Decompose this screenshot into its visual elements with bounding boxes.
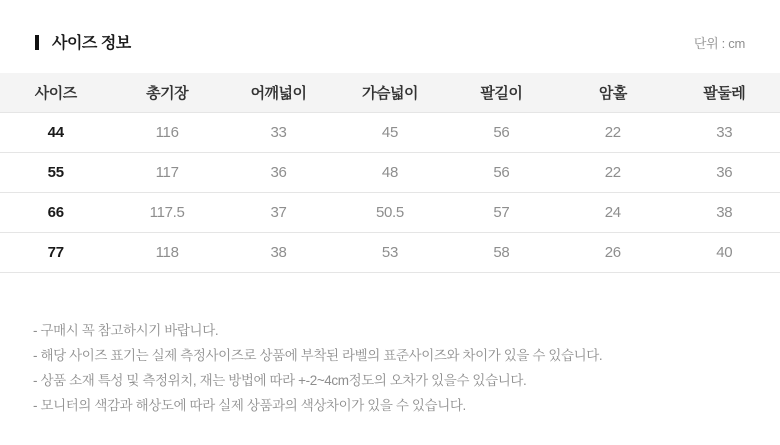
measurement-cell: 24 xyxy=(557,192,668,232)
title-accent-bar-icon xyxy=(35,35,39,50)
table-row xyxy=(0,192,780,232)
note-line: - 상품 소재 특성 및 측정위치, 재는 방법에 따라 +-2~4cm정도의 오차가 있을수 있습니다. xyxy=(33,373,527,388)
measurement-cell: 56 xyxy=(446,112,557,152)
note-line: - 해당 사이즈 표기는 실제 측정사이즈로 상품에 부착된 라벨의 표준사이즈와 차이가 있을 수 있습니다. xyxy=(33,348,603,363)
size-table-header-row xyxy=(0,73,780,112)
table-row xyxy=(0,112,780,152)
column-header: 사이즈 xyxy=(0,73,111,112)
measurement-cell: 53 xyxy=(334,232,445,272)
size-cell: 77 xyxy=(0,232,111,272)
measurement-cell: 22 xyxy=(557,112,668,152)
measurement-cell: 118 xyxy=(111,232,222,272)
measurement-cell: 36 xyxy=(669,152,780,192)
note-line: - 모니터의 색감과 해상도에 따라 실제 상품과의 색상차이가 있을 수 있습니다. xyxy=(33,398,466,413)
measurement-cell: 33 xyxy=(669,112,780,152)
unit-label: 단위 : cm xyxy=(693,36,745,51)
measurement-cell: 56 xyxy=(446,152,557,192)
size-cell: 55 xyxy=(0,152,111,192)
measurement-cell: 57 xyxy=(446,192,557,232)
page-title: 사이즈 정보 xyxy=(52,35,131,52)
measurement-cell: 58 xyxy=(446,232,557,272)
measurement-cell: 45 xyxy=(334,112,445,152)
notes-list xyxy=(33,318,750,418)
measurement-cell: 116 xyxy=(111,112,222,152)
measurement-cell: 38 xyxy=(669,192,780,232)
section-header xyxy=(35,30,745,52)
measurement-cell: 117.5 xyxy=(111,192,222,232)
column-header: 암홀 xyxy=(557,73,668,112)
column-header: 총기장 xyxy=(111,73,222,112)
measurement-cell: 37 xyxy=(223,192,334,232)
measurement-cell: 40 xyxy=(669,232,780,272)
size-table xyxy=(0,73,780,273)
size-table-body xyxy=(0,112,780,272)
measurement-cell: 117 xyxy=(111,152,222,192)
measurement-cell: 48 xyxy=(334,152,445,192)
size-table-head xyxy=(0,73,780,112)
size-cell: 44 xyxy=(0,112,111,152)
column-header: 팔둘레 xyxy=(669,73,780,112)
measurement-cell: 38 xyxy=(223,232,334,272)
table-row xyxy=(0,232,780,272)
measurement-cell: 36 xyxy=(223,152,334,192)
column-header: 가슴넓이 xyxy=(334,73,445,112)
measurement-cell: 26 xyxy=(557,232,668,272)
column-header: 팔길이 xyxy=(446,73,557,112)
table-row xyxy=(0,152,780,192)
column-header: 어깨넓이 xyxy=(223,73,334,112)
measurement-cell: 50.5 xyxy=(334,192,445,232)
measurement-cell: 33 xyxy=(223,112,334,152)
note-line: - 구매시 꼭 참고하시기 바랍니다. xyxy=(33,323,219,338)
measurement-cell: 22 xyxy=(557,152,668,192)
size-cell: 66 xyxy=(0,192,111,232)
